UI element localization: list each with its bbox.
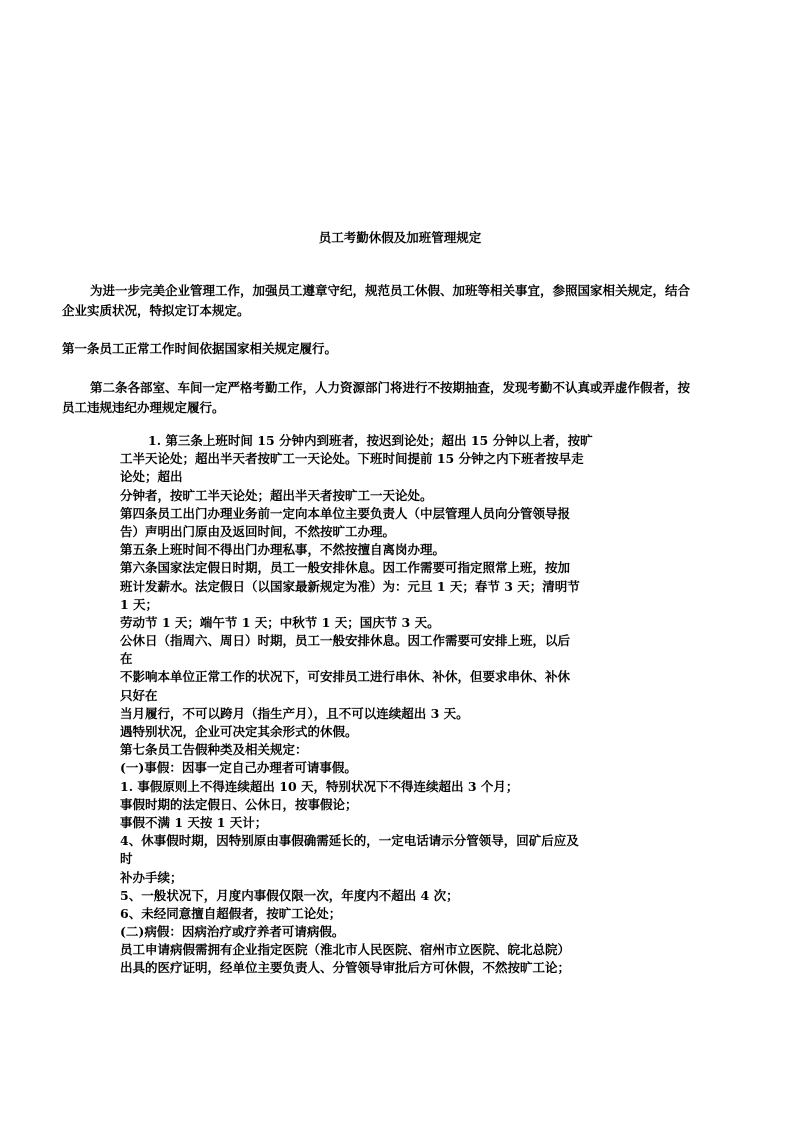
body-line: 第五条上班时间不得出门办理私事，不然按擅自离岗办理。 (120, 542, 446, 558)
body-line: 第七条员工告假种类及相关规定： (120, 742, 308, 758)
body-line: (二)病假：因病治疗或疗养者可请病假。 (120, 924, 345, 940)
body-line: 事假不满 1 天按 1 天计； (120, 814, 268, 830)
intro-paragraph (62, 281, 742, 321)
intro-line: 为进一步完美企业管理工作，加强员工遵章守纪，规范员工休假、加班等相关事宜，参照国家相关规定，结合 (90, 283, 691, 298)
article-2-paragraph (62, 378, 742, 418)
body-line: 补办手续； (120, 869, 183, 885)
body-line: 1. 第三条上班时间 15 分钟内到班者，按迟到论处；超出 15 分钟以上者，按旷 (148, 433, 593, 448)
body-line: 班计发薪水。法定假日（以国家最新规定为准）为：元旦 1 天；春节 3 天；清明节 (120, 578, 580, 594)
intro-line: 企业实质状况，特拟定订本规定。 (62, 303, 250, 318)
article-2-line: 第二条各部室、车间一定严格考勤工作，人力资源部门将进行不按期抽查，发现考勤不认真或弄虚作假者，按 (90, 380, 691, 395)
body-line: 时 (120, 851, 133, 867)
body-line: 分钟者，按旷工半天论处；超出半天者按旷工一天论处。 (120, 487, 433, 503)
body-line: 第四条员工出门办理业务前一定向本单位主要负责人（中层管理人员向分管领导报 (120, 505, 571, 521)
body-line: 论处；超出 (120, 469, 183, 485)
body-line: 不影响本单位正常工作的状况下，可安排员工进行串休、补休，但要求串休、补休 (120, 669, 571, 685)
body-line: (一)事假：因事一定自己办理者可请事假。 (120, 760, 357, 776)
body-line: 4、休事假时期，因特别原由事假确需延长的，一定电话请示分管领导，回矿后应及 (120, 833, 579, 849)
body-line: 只好在 (120, 687, 158, 703)
body-line: 员工申请病假需拥有企业指定医院（淮北市人民医院、宿州市立医院、皖北总院） (120, 942, 571, 958)
body-line: 遇特别状况，企业可决定其余形式的休假。 (120, 724, 358, 739)
body-line: 当月履行，不可以跨月（指生产月），且不可以连续超出 3 天。 (120, 705, 469, 721)
body-line: 工半天论处；超出半天者按旷工一天论处。下班时间提前 15 分钟之内下班者按早走 (120, 451, 584, 467)
body-line: 6、未经同意擅自超假者，按旷工论处； (120, 905, 342, 921)
body-line: 公休日（指周六、周日）时期，员工一般安排休息。因工作需要可安排上班，以后 (120, 633, 571, 649)
body-line: 在 (120, 651, 133, 667)
body-line: 1 天； (120, 596, 159, 612)
body-line: 5、一般状况下，月度内事假仅限一次，年度内不超出 4 次； (120, 887, 459, 903)
article-1-paragraph (62, 339, 742, 359)
body-line: 第六条国家法定假日时期，员工一般安排休息。因工作需要可指定照常上班，按加 (120, 560, 571, 576)
article-2-line: 员工违规违纪办理规定履行。 (62, 400, 225, 415)
body-line: 劳动节 1 天；端午节 1 天；中秋节 1 天；国庆节 3 天。 (120, 614, 440, 630)
body-line: 事假时期的法定假日、公休日，按事假论； (120, 796, 358, 812)
article-1-line: 第一条员工正常工作时间依据国家相关规定履行。 (62, 341, 338, 356)
regulation-body (120, 432, 640, 978)
body-line: 告）声明出门原由及返回时间，不然按旷工办理。 (120, 523, 396, 539)
body-line: 1. 事假原则上不得连续超出 10 天，特别状况下不得连续超出 3 个月； (120, 778, 519, 794)
document-title: 员工考勤休假及加班管理规定 (318, 230, 482, 245)
body-line: 出具的医疗证明，经单位主要负责人、分管领导审批后方可休假，不然按旷工论； (120, 960, 571, 976)
